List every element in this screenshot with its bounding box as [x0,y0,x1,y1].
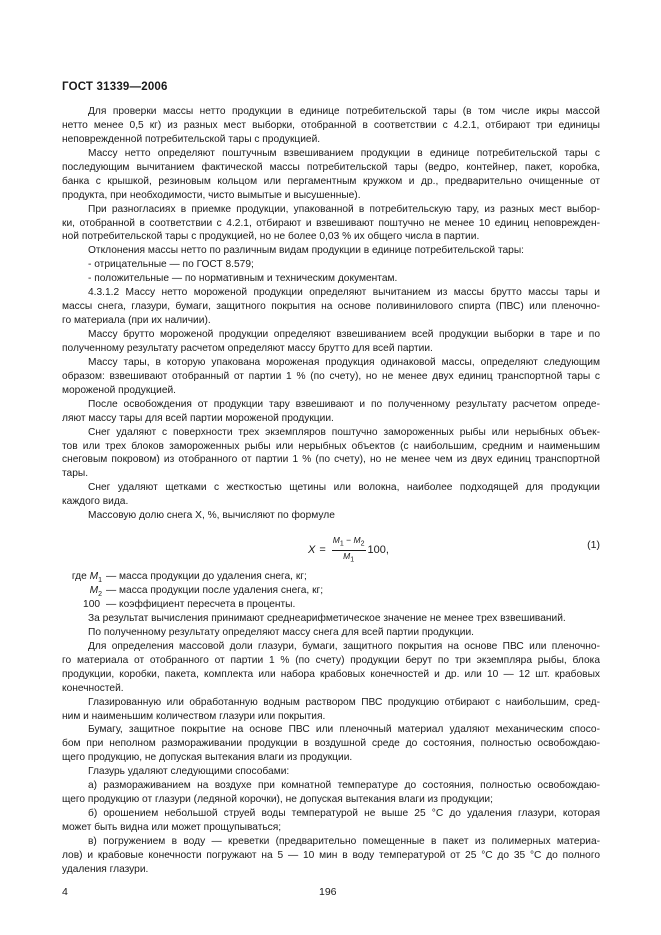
paragraph [62,640,600,696]
text-line: массы снега, глазури, бумаги, защитного покрытия на основе поливинилового спирта (ПВС) или пленочно- [62,301,600,313]
text-line: После освобождения от продукции тару взвешивают и по полученному результату расчетом опреде- [88,398,600,410]
paragraph [62,835,600,877]
text-line: продукта, при необходимости, чисто вымытые и высушенные). [62,189,361,201]
text-line: Снег удаляют с поверхности трех экземпляров поштучно замороженных рыбы или нерыбных объек- [88,426,600,438]
legend-symbol-name: M [89,585,99,597]
text-line: последующим вычитанием фактической массы потребительской тары (ведро, контейнер, пакет, коробка, [62,161,600,173]
text-line: ляют массу тары для всей партии мороженой продукции. [62,412,334,424]
text-line: Для проверки массы нетто продукции в единице потребительской тары (в том числе икры массой [88,106,600,117]
text-line: - отрицательные — по ГОСТ 8.579; [88,259,254,271]
paragraph [62,765,600,779]
text-line: - положительные — по нормативным и техническим документам. [88,273,398,285]
text-line: Глазированную или обработанную водным раствором ПВС продукцию отбирают с наибольшим, сред- [88,696,600,708]
text-line: Глазурь удаляют следующими способами: [88,766,290,778]
legend-symbol-name: 100 [83,599,101,610]
paragraph [62,723,600,765]
formula-expression [308,535,389,565]
legend-definition: — коэффициент пересчета в проценты. [106,599,296,610]
paragraph [62,696,600,724]
text-line: продукции, коробки, пакета, комплекта или набора крабовых конечностей и др. или 10 — 12 шт. крабовых [62,668,600,680]
numerator-minus: − [346,535,352,546]
numerator-m1-sub: 1 [339,540,344,548]
text-line: а) размораживанием на воздухе при комнатной температуре до состояния, полностью освобождаю- [88,780,600,792]
text-line: нетто менее 0,5 кг) из разных мест выборки, отобранной в соответствии с 4.2.1, отбирают три единицы [62,119,600,131]
text-line: По полученному результату определяют массу снега для всей партии продукции. [88,626,475,638]
legend-symbol-sub: 1 [98,577,102,585]
legend-symbol [62,598,102,616]
text-line: удаления глазури. [62,863,149,875]
text-line: го материала от отобранного от партии 1 % (по счету) продукции берут по три экземпляра рыбы, блока [62,654,600,666]
text-line: Массу тары, в которую упакована мороженая продукция одинаковой массы, определяют следующим [88,356,600,368]
text-line: в) погружением в воду — креветки (предварительно помещенные в пакет из полимерных материа- [88,835,600,847]
paragraph [62,244,600,258]
text-line: образом: взвешивают отобранный от партии 1 % (по счету), но не менее двух единиц транспортной тары с [62,370,600,382]
text-line: б) орошением небольшой струей воды температурой не выше 25 °С до удаления глазури, которая [88,808,600,820]
text-line: мороженой продукцией. [62,384,177,396]
text-line: полученному результату расчетом определяют массу брутто для всей партии. [62,342,433,354]
text-line: При разногласиях в приемке продукции, упакованной в потребительскую тару, из разных мест выбор- [88,203,600,215]
numerator-m1: M [332,535,340,546]
text-line: банка с крышкой, резиновым кольцом или пергаментным кружком и др., предварительно очищенные от [62,175,600,187]
text-line: Отклонения массы нетто по различным видам продукции в единице потребительской тары: [88,245,524,257]
text-line: снеговым покровом) из отобранного от партии 1 % (по счету), но не менее чем из двух единиц транспортной [62,454,600,466]
text-line: ной потребительской тары с продукцией, но не более 0,03 % их общего числа в партии. [62,231,480,243]
paragraph [62,481,600,509]
legend-symbol-sub: 2 [98,591,102,599]
text-line: тары. [62,468,89,480]
paragraph [62,807,600,835]
text-line: бом при неполном размораживании продукции в воздушной среде до состояния, полностью освобождаю- [62,738,600,750]
legend-item [62,584,600,598]
text-line: Бумагу, защитное покрытие на основе ПВС или пленочный материал удаляют механическим спосо- [88,724,600,736]
paragraph [62,105,600,147]
formula-legend [62,570,600,612]
text-line: щего продукцию от глазури (ледяной корочки), не допуская вытекания влаги из продукции; [62,794,493,806]
text-line: лов) и крабовые конечности погружают на 5 — 10 мин в воду температурой от 25 °С до 35 °С до полного [62,849,600,861]
text-line: ки, отобранной в соответствии с 4.2.1, отбирают и взвешивают поштучно не менее 10 единиц неповрежден- [62,217,600,229]
formula-fraction [332,535,366,565]
paragraph [62,626,600,640]
numerator-m2: M [353,535,361,546]
legend-definition: — масса продукции до удаления снега, кг; [106,571,307,583]
paragraph [62,328,600,356]
paragraph [62,286,600,328]
page-number-center: 196 [319,886,337,898]
paragraphs-after-formula [62,612,600,877]
paragraph [62,203,600,245]
text-line: Снег удаляют щетками с жесткостью щетины или волокна, наиболее подходящей для продукции [88,482,600,494]
paragraph [62,426,600,482]
legend-item [62,598,600,612]
text-line: тов или трех блоков замороженных рыбы или нерыбных объектов (с наибольшим, средним и наименьшим [62,440,600,452]
text-line: Массу нетто определяют поштучным взвешиванием продукции в единице потребительской тары с [88,147,600,159]
formula-equals: = [319,544,326,557]
legend-prefix: где [71,571,87,583]
paragraph [62,272,600,286]
text-line: конечностей. [62,682,124,694]
paragraph [62,509,600,523]
legend-item [62,570,600,584]
paragraphs-before-formula [62,105,600,523]
formula-denominator [343,551,354,566]
text-line: го материала (при их наличии). [62,315,211,327]
formula-number: (1) [587,539,600,552]
formula-numerator [332,535,366,551]
document-body [62,105,600,877]
denominator-m1: M [343,550,351,561]
text-line: ним и наименьшим количеством глазури или покрытия. [62,710,326,722]
numerator-m2-sub: 2 [360,540,365,548]
paragraph [62,398,600,426]
denominator-m1-sub: 1 [350,556,355,564]
paragraph [62,147,600,203]
formula-lhs: X [308,544,316,557]
text-line: может быть видна или может прощупываться; [62,822,282,833]
paragraph [62,356,600,398]
text-line: Массовую долю снега X, %, вычисляют по формуле [88,510,335,522]
text-line: щего продукцию, не допуская вытекания влаги из продукции. [62,752,353,764]
text-line: За результат вычисления принимают среднеарифметическое значение не менее трех взвешиваний. [88,612,566,624]
legend-symbol-name: M [89,571,99,583]
paragraph [62,612,600,626]
formula-factor: 100, [367,544,389,557]
text-line: Массу брутто мороженой продукции определяют взвешиванием всей продукции выборки в таре и по [88,329,600,340]
text-line: Для определения массовой доли глазури, бумаги, защитного покрытия на основе ПВС или пленочно- [88,640,600,652]
document-header: ГОСТ 31339—2006 [62,81,168,93]
paragraph [62,779,600,807]
text-line: неповрежденной потребительской тары с продукцией. [62,133,321,145]
text-line: каждого вида. [62,496,129,508]
formula-block [62,527,600,569]
text-line: 4.3.1.2 Массу нетто мороженой продукции определяют вычитанием из массы брутто массы тары и [88,287,600,299]
legend-definition: — масса продукции после удаления снега, кг; [106,585,324,597]
page-number-left: 4 [62,886,68,898]
paragraph [62,258,600,272]
